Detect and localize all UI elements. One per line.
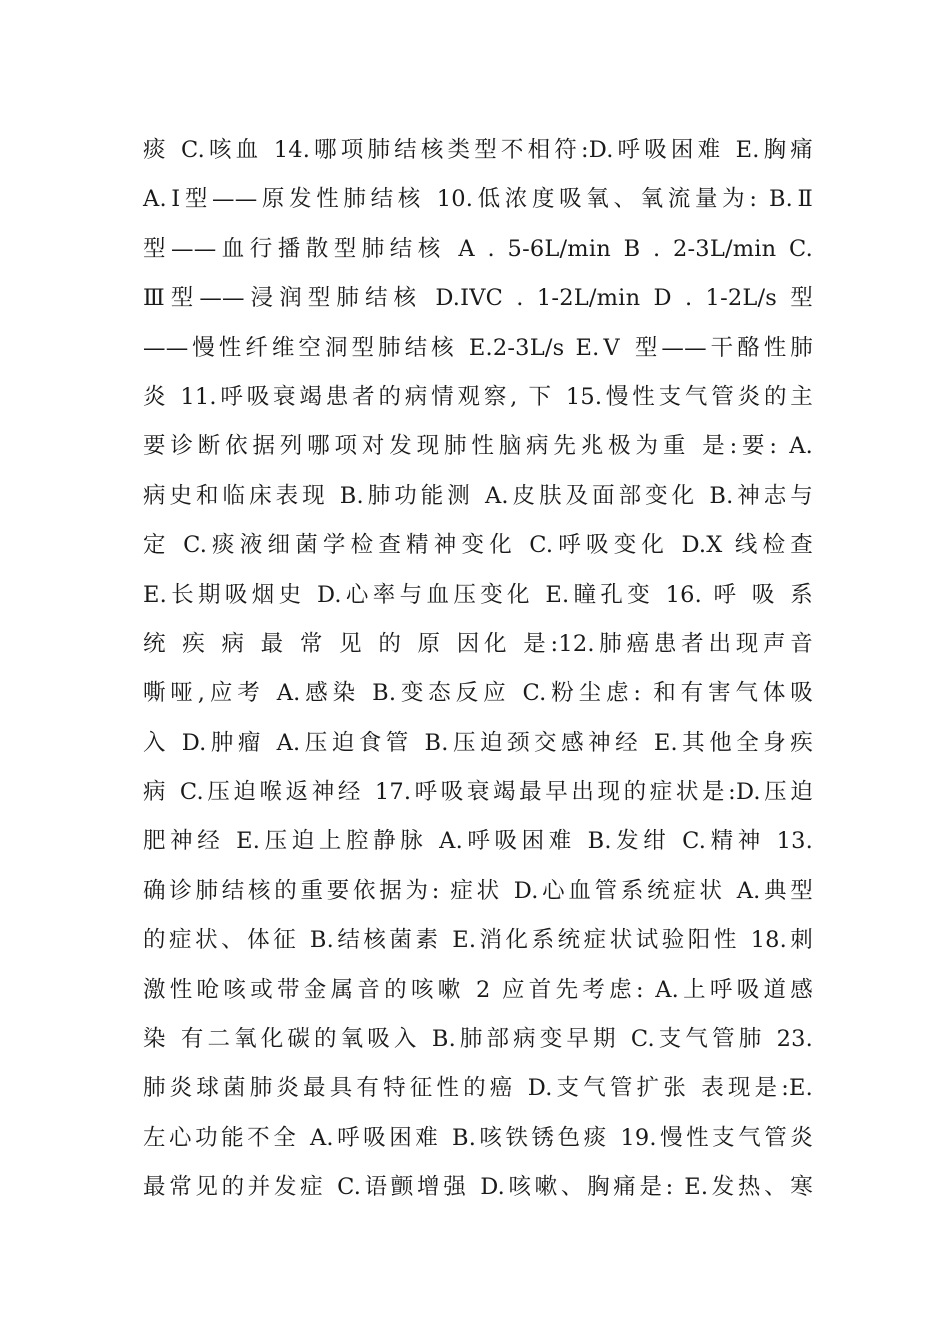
text-line-9: 定 C.痰液细菌学检查精神变化 C.呼吸变化 D.X 线检查 — [143, 532, 813, 559]
text-line-4: Ⅲ型——浸润型肺结核 D.IVC . 1-2L/min D . 1-2L/s 型 — [143, 285, 813, 312]
text-line-1: 痰 C.咳血 14.哪项肺结核类型不相符:D.呼吸困难 E.胸痛 — [143, 137, 813, 163]
text-line-10: E.长期吸烟史 D.心率与血压变化 E.瞳孔变 16. 呼 吸 系 — [143, 581, 813, 608]
text-line-16: 确诊肺结核的重要依据为: 症状 D.心血管系统症状 A.典型 — [143, 877, 813, 904]
text-line-22: 最常见的并发症 C.语颤增强 D.咳嗽、胸痛是: E.发热、寒 — [143, 1174, 813, 1201]
document-text-block — [143, 126, 813, 1213]
text-line-3: 型——血行播散型肺结核 A . 5-6L/min B . 2-3L/min C. — [143, 235, 813, 262]
text-line-15: 肥神经 E.压迫上腔静脉 A.呼吸困难 B.发绀 C.精神 13. — [143, 828, 813, 855]
text-line-2: A.Ⅰ型——原发性肺结核 10.低浓度吸氧、氧流量为: B.Ⅱ — [143, 186, 813, 213]
text-line-6: 炎 11.呼吸衰竭患者的病情观察, 下 15.慢性支气管炎的主 — [143, 383, 813, 410]
text-line-14: 病 C.压迫喉返神经 17.呼吸衰竭最早出现的症状是:D.压迫 — [143, 779, 813, 806]
text-line-13: 入 D.肿瘤 A.压迫食管 B.压迫颈交感神经 E.其他全身疾 — [143, 729, 813, 756]
text-line-5: ——慢性纤维空洞型肺结核 E.2-3L/s E.Ⅴ 型——干酪性肺 — [143, 334, 813, 361]
text-line-21: 左心功能不全 A.呼吸困难 B.咳铁锈色痰 19.慢性支气管炎 — [143, 1124, 813, 1151]
text-line-11: 统 疾 病 最 常 见 的 原 因化 是:12.肺癌患者出现声音 — [143, 630, 813, 657]
text-line-12: 嘶哑,应考 A.感染 B.变态反应 C.粉尘虑: 和有害气体吸 — [143, 680, 813, 707]
text-line-7: 要诊断依据列哪项对发现肺性脑病先兆极为重 是:要: A. — [143, 433, 813, 460]
text-line-20: 肺炎球菌肺炎最具有特征性的癌 D.支气管扩张 表现是:E. — [143, 1075, 813, 1102]
text-line-18: 激性呛咳或带金属音的咳嗽 2 应首先考虑: A.上呼吸道感 — [143, 976, 813, 1003]
text-line-19: 染 有二氧化碳的氧吸入 B.肺部病变早期 C.支气管肺 23. — [143, 1026, 813, 1053]
text-line-8: 病史和临床表现 B.肺功能测 A.皮肤及面部变化 B.神志与 — [143, 482, 813, 509]
text-line-17: 的症状、体征 B.结核菌素 E.消化系统症状试验阳性 18.刺 — [143, 927, 813, 954]
